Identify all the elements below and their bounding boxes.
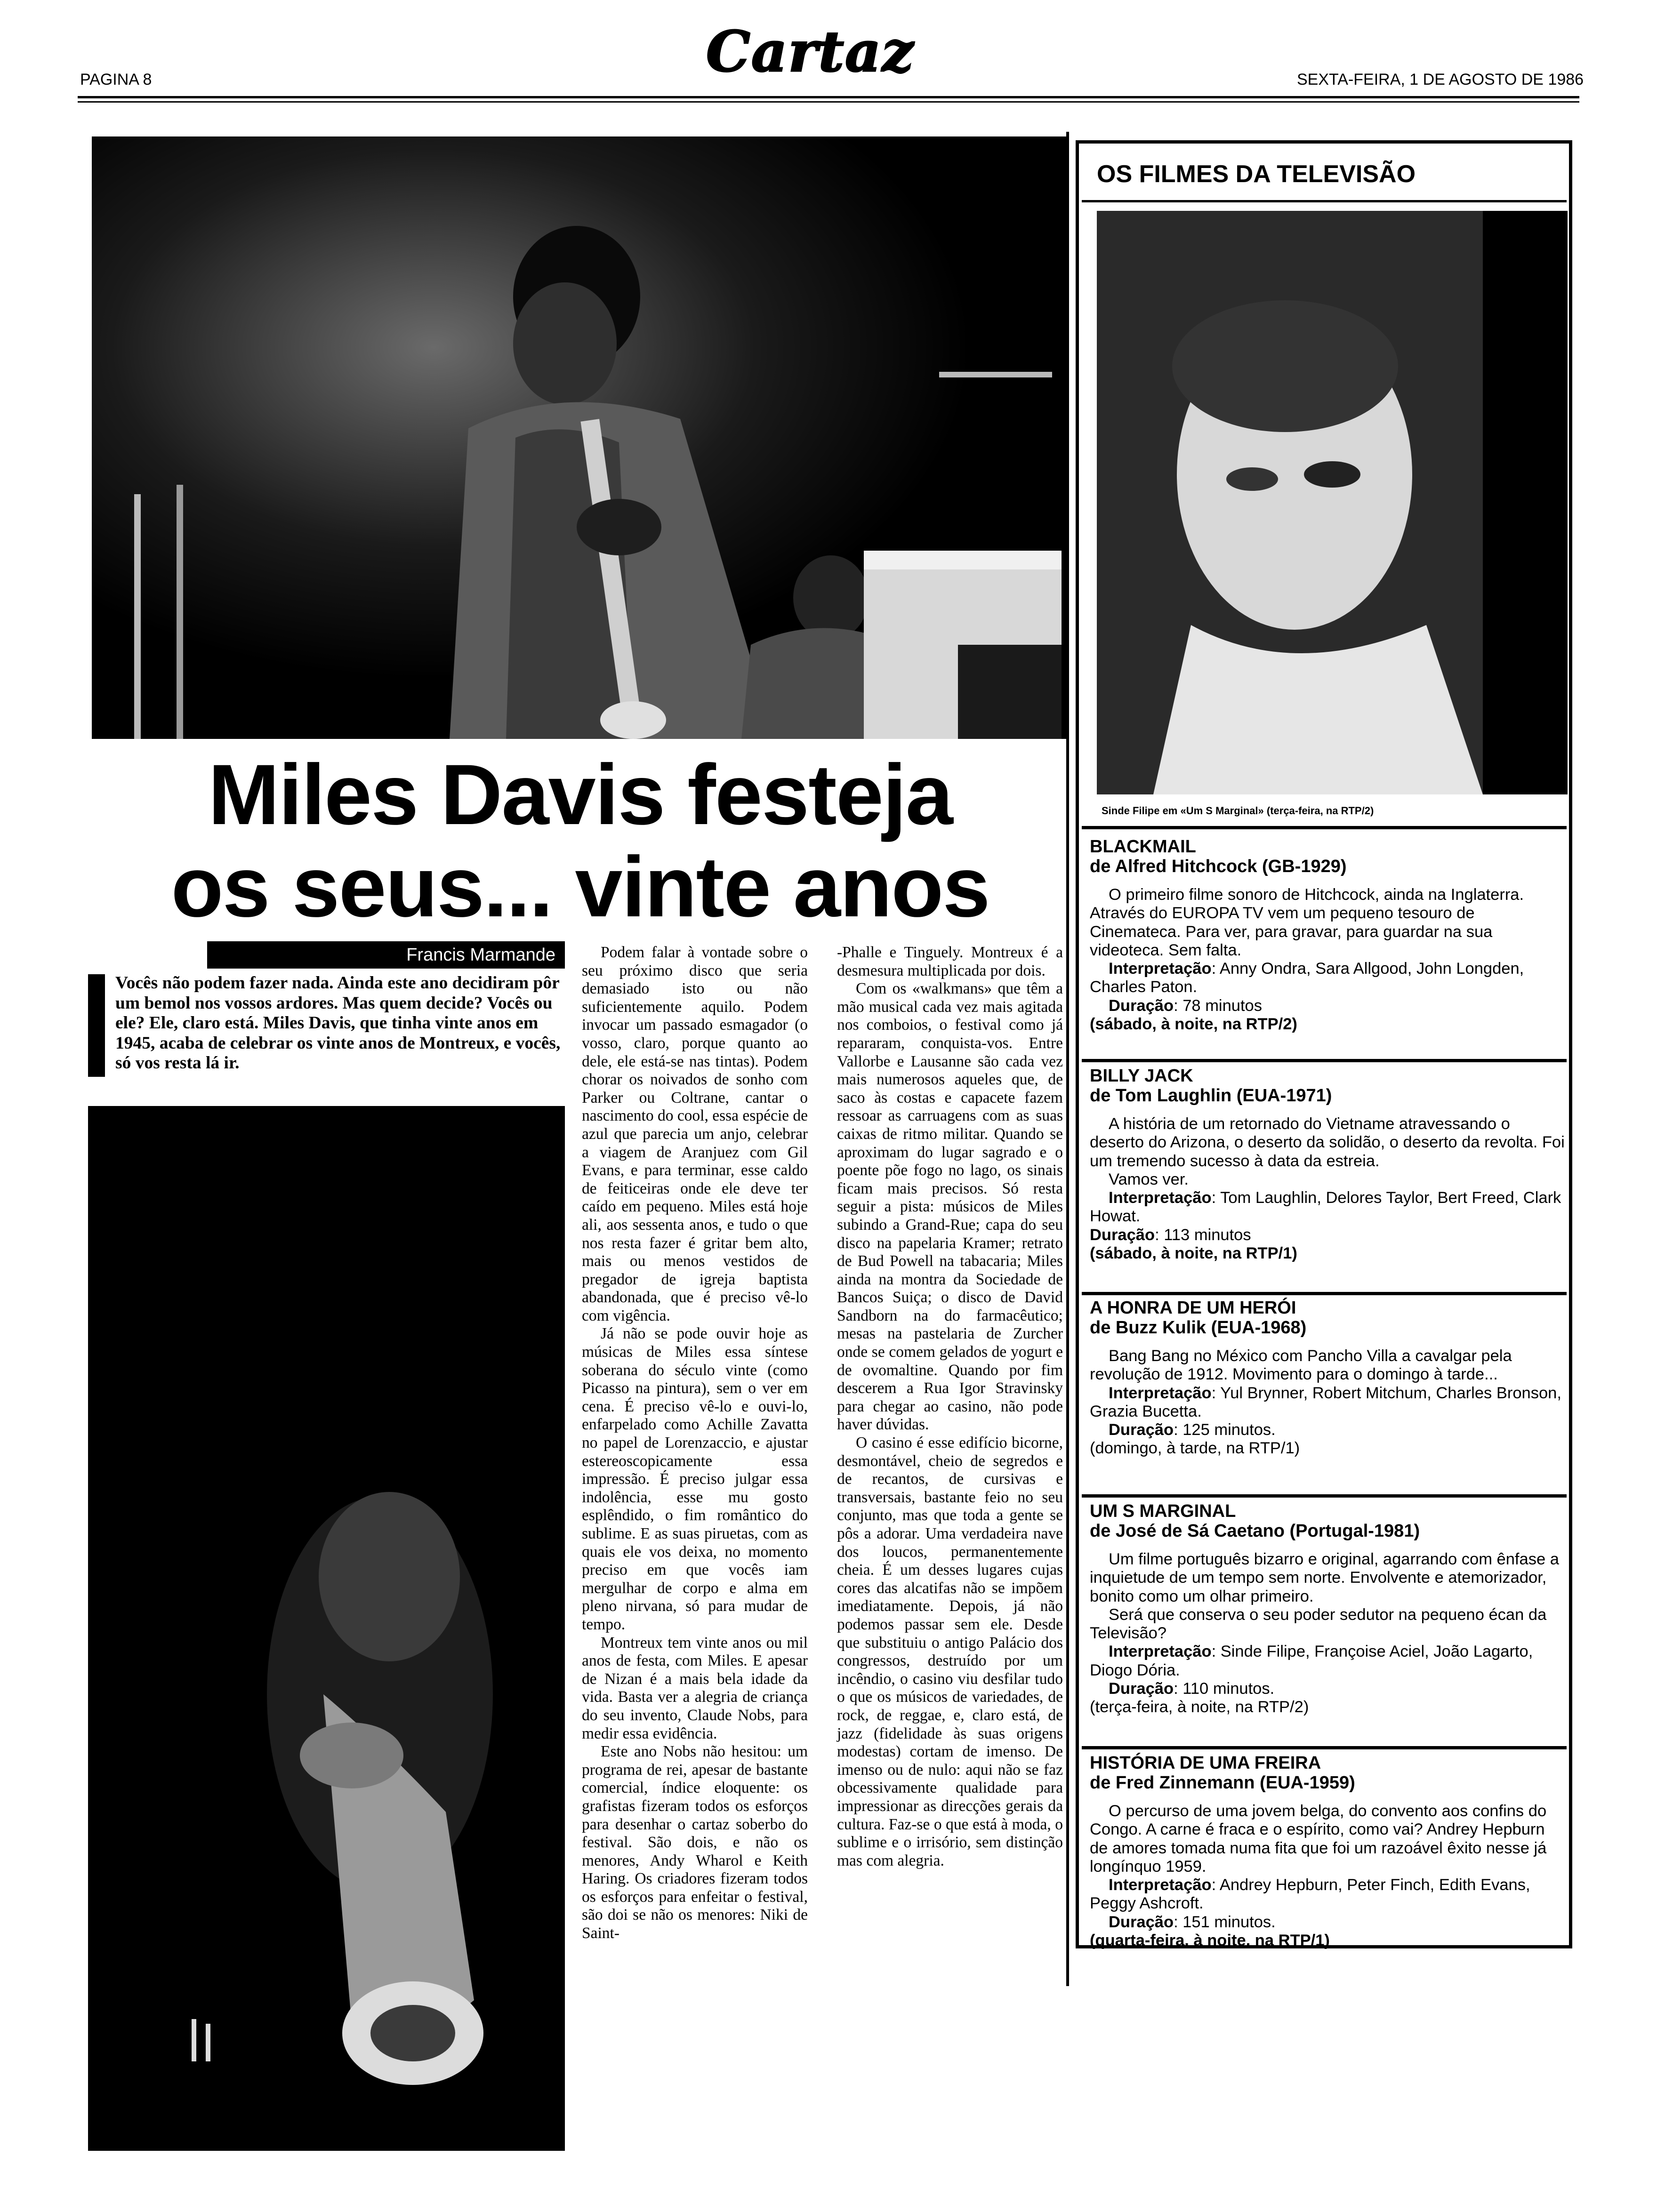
film-title: BILLY JACK (1090, 1066, 1193, 1086)
film-divider (1082, 1292, 1567, 1295)
film-extra: Vamos ver. (1109, 1170, 1189, 1188)
film-schedule: (quarta-feira, à noite, na RTP/1) (1090, 1931, 1330, 1950)
film-entry-historia-de-uma-freira (1090, 1753, 1565, 1950)
film-duration: : 113 minutos (1155, 1226, 1251, 1244)
photo-caption: Sinde Filipe em «Um S Marginal» (terça-feira, na RTP/2) (1102, 805, 1374, 817)
film-director: de Fred Zinnemann (EUA-1959) (1090, 1773, 1355, 1793)
duration-label: Duração (1109, 1913, 1174, 1931)
headline (92, 748, 1069, 933)
film-director: de Tom Laughlin (EUA-1971) (1090, 1086, 1332, 1106)
film-entry-blackmail (1090, 837, 1565, 1034)
masthead-logo: Cartaz (706, 19, 915, 84)
tv-section-title: OS FILMES DA TELEVISÃO (1097, 160, 1416, 188)
film-cast: : Sinde Filipe, Françoise Aciel, João Lagarto, Diogo Dória. (1090, 1643, 1533, 1679)
film-cast: : Yul Brynner, Robert Mitchum, Charles Bronson, Grazia Bucetta. (1090, 1384, 1561, 1420)
film-cast: : Anny Ondra, Sara Allgood, John Longden, Charles Paton. (1090, 960, 1524, 996)
tv-title-rule (1082, 200, 1567, 202)
duration-label: Duração (1109, 1421, 1174, 1439)
duration-label: Duração (1109, 1680, 1174, 1698)
paragraph: Montreux tem vinte anos ou mil anos de festa, com Miles. E apesar de Nizan é a mais bela idade da vida. Basta ver a alegria de criança do seu invento, Claude Nobs, para medir essa evidência. (582, 1634, 808, 1742)
cast-label: Interpretação (1109, 960, 1212, 978)
headline-line-2: os seus... vinte anos (171, 839, 989, 935)
paragraph: -Phalle e Tinguely. Montreux é a desmesura multiplicada por dois. (837, 944, 1063, 979)
column-divider (1066, 132, 1069, 1986)
header-rule-thin (78, 101, 1579, 103)
film-duration: : 110 minutos. (1174, 1680, 1275, 1698)
film-synopsis: A história de um retornado do Vietname atravessando o deserto do Arizona, o deserto da solidão, o deserto da revolta. Foi um tremendo sucesso à data da estreia. (1090, 1115, 1565, 1170)
film-entry-a-honra-de-um-heroi (1090, 1298, 1565, 1458)
caption-rule (1082, 826, 1567, 829)
film-divider (1082, 1746, 1567, 1749)
film-director: de José de Sá Caetano (Portugal-1981) (1090, 1521, 1420, 1541)
film-entry-um-s-marginal (1090, 1501, 1565, 1717)
issue-date: SEXTA-FEIRA, 1 DE AGOSTO DE 1986 (1297, 71, 1584, 88)
photo-illustration-3 (1097, 211, 1568, 794)
film-title: A HONRA DE UM HERÓI (1090, 1298, 1296, 1318)
film-divider (1082, 1494, 1567, 1498)
article-column-2 (837, 944, 1063, 1870)
duration-label: Duração (1090, 1226, 1155, 1244)
film-divider (1082, 1059, 1567, 1062)
film-cast: : Tom Laughlin, Delores Taylor, Bert Freed, Clark Howat. (1090, 1189, 1561, 1226)
paragraph: Podem falar à vontade sobre o seu próximo disco que seria demasiado isto ou não suficientemente aquilo. Podem invocar um passado esmagador (o vosso, claro, porque quanto ao dele, ele está-se nas tintas). Podem chorar os noivados de sonho com Parker ou Coltrane, cantar o nascimento do cool, essa espécie de azul que parecia um anjo, celebrar a viagem de Aranjuez com Gil Evans, e para terminar, esse caldo de feiticeiras onde ele deve ter caído em pequeno. Miles está hoje ali, aos sessenta anos, e tudo o que nos resta fazer é gritar bem alto, mais ou menos vestidos de pregador de igreja baptista abandonada, que é preciso vê-lo com vigência. (582, 944, 808, 1324)
paragraph: Este ano Nobs não hesitou: um programa de rei, apesar de bastante comercial, índice eloquente: os grafistas fizeram todos os esforços para desenhar o cartaz soberbo do festival. São dois, e não os menores, Andy Wharol e Keith Haring. Os criadores fizeram todos os esforços para enfeitar o festival, são doi se não os menores: Niki de Saint- (582, 1743, 808, 1942)
film-title: HISTÓRIA DE UMA FREIRA (1090, 1753, 1321, 1773)
header-rule (78, 96, 1579, 98)
paragraph: Com os «walkmans» que têm a mão musical cada vez mais agitada nos comboios, o festival como já repararam, conquista-vos. Entre Vallorbe e Lausanne são cada vez mais numerosos aqueles que, de saco às costas e capacete fazem ressoar as carruagens com as suas caixas de ritmo militar. Quando se aproximam do lugar sagrado e o poente põe fogo no lago, os sinais ficam mais precisos. Só resta seguir a pista: músicos de Miles subindo a Grand-Rue; capa do seu disco na papelaria Kramer; retrato de Bud Powell na tabacaria; Miles ainda na montra da Sociedade de Bancos Suiça; o disco de David Sandborn na do farmacêutico; mesas na pastelaria de Zurcher onde se comem gelados de yogurt e de ovomaltine. Quando por fim descerem a Rua Igor Stravinsky para chegar ao casino, não pode haver dúvidas. (837, 980, 1063, 1434)
page-number: PAGINA 8 (80, 71, 152, 88)
film-schedule: (sábado, à noite, na RTP/2) (1090, 1015, 1297, 1034)
film-entry-billy-jack (1090, 1066, 1565, 1263)
film-duration: : 78 minutos (1174, 996, 1262, 1015)
film-synopsis: Um filme português bizarro e original, agarrando com ênfase a inquietude de um tempo sem norte. Envolvente e atemorizador, bonito como um olhar primeiro. (1090, 1550, 1559, 1605)
film-schedule: (domingo, à tarde, na RTP/1) (1090, 1439, 1300, 1458)
lead-paragraph: Vocês não podem fazer nada. Ainda este ano decidiram pôr um bemol nos vossos ardores. Mas quem decide? Vocês ou ele? Ele, claro está. Miles Davis, que tinha vinte anos em 1945, acaba de celebrar os vinte anos de Montreux, e vocês, só vos resta lá ir. (115, 973, 561, 1073)
film-title: BLACKMAIL (1090, 837, 1196, 857)
film-duration: : 125 minutos. (1174, 1421, 1276, 1439)
film-duration: : 151 minutos. (1174, 1913, 1276, 1931)
film-director: de Alfred Hitchcock (GB-1929) (1090, 857, 1347, 876)
headline-line-1: Miles Davis festeja (208, 746, 952, 842)
cast-label: Interpretação (1109, 1876, 1212, 1894)
cast-label: Interpretação (1109, 1189, 1212, 1207)
cast-label: Interpretação (1109, 1643, 1212, 1661)
photo-illustration-2 (88, 1106, 565, 2151)
film-synopsis: O primeiro filme sonoro de Hitchcock, ainda na Inglaterra. Através do EUROPA TV vem um pequeno tesouro de Cinemateca. Para ver, para gravar, para guardar na sua videoteca. Sem falta. (1090, 886, 1524, 959)
photo-miles-davis-trumpet (88, 1106, 565, 2151)
photo-illustration (92, 136, 1069, 739)
duration-label: Duração (1109, 996, 1174, 1015)
film-cast: : Andrey Hepburn, Peter Finch, Edith Evans, Peggy Ashcroft. (1090, 1876, 1530, 1913)
film-schedule: (terça-feira, à noite, na RTP/2) (1090, 1698, 1309, 1716)
film-extra: Será que conserva o seu poder sedutor na pequeno écan da Televisão? (1090, 1605, 1547, 1643)
article-column-1 (582, 944, 808, 1943)
film-synopsis: Bang Bang no México com Pancho Villa a cavalgar pela revolução de 1912. Movimento para o domingo à tarde... (1090, 1347, 1512, 1384)
cast-label: Interpretação (1109, 1384, 1212, 1402)
byline: Francis Marmande (207, 941, 565, 969)
photo-sinde-filipe (1097, 211, 1568, 794)
film-schedule: (sábado, à noite, na RTP/1) (1090, 1244, 1297, 1263)
photo-miles-davis-concert (92, 136, 1069, 739)
film-synopsis: O percurso de uma jovem belga, do convento aos confins do Congo. A carne é fraca e o espírito, como vai? Andrey Hepburn de amores tomada numa fita que foi um razoável êxito nesse já longínquo 1959. (1090, 1802, 1547, 1875)
film-director: de Buzz Kulik (EUA-1968) (1090, 1318, 1307, 1338)
lead-marker (88, 974, 105, 1077)
paragraph: O casino é esse edifício bicorne, desmontável, cheio de segredos e de recantos, de cursivas e transversais, bastante feio no seu conjunto, mas que toda a gente se pôs a adorar. Uma verdadeira nave dos loucos, permanentemente cheia. É um desses lugares cujas cores das alcatifas não se impõem imediatamente. Depois, já não podemos passar sem ele. Desde que substituiu o antigo Palácio dos congressos, destruído por um incêndio, o casino viu desfilar tudo o que os músicos de variedades, de rock, de reggae, e, claro está, de jazz (fidelidade às suas origens modestas) cortam de imenso. De imenso ou de nulo: aqui não se faz obcessivamente qualidade para impressionar as direcções gerais da cultura. Faz-se o que está à moda, o sublime e o irrisório, sem distinção mas com alegria. (837, 1434, 1063, 1869)
film-title: UM S MARGINAL (1090, 1501, 1236, 1521)
paragraph: Já não se pode ouvir hoje as músicas de Miles essa síntese soberana do século vinte (como Picasso na pintura), sem o ver em cena. É preciso vê-lo e ouvi-lo, enfarpelado como Achille Zavatta no papel de Lorenzaccio, e ajustar estereoscopicamente essa impressão. É preciso julgar essa indolência, esse mu gosto esplêndido, o fim romântico do sublime. E as suas piruetas, com as quais ele vos deixa, no momento preciso em que vocês iam mergulhar de corpo e alma em pleno nirvana, só para mudar de tempo. (582, 1325, 808, 1633)
